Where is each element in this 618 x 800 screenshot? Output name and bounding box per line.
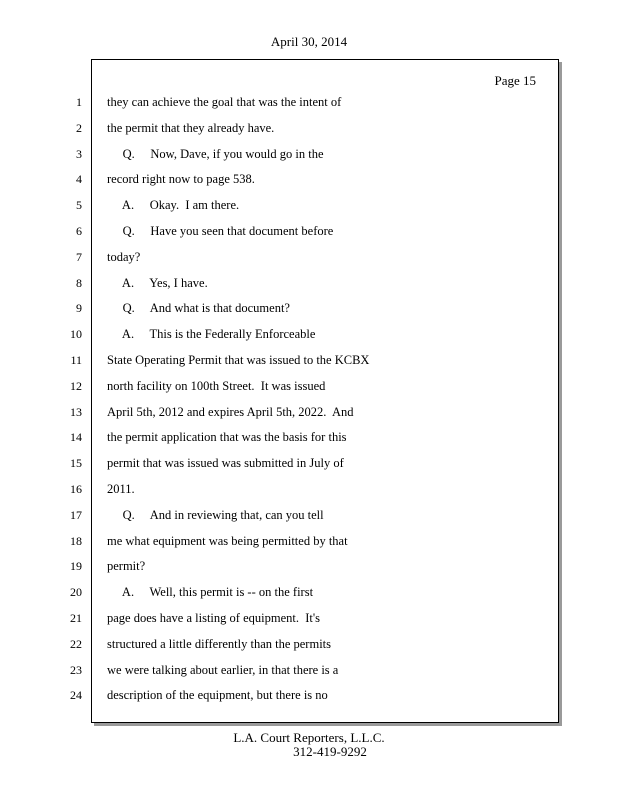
line-number: 24 xyxy=(70,688,82,703)
line-number: 20 xyxy=(70,585,82,600)
transcript-line: me what equipment was being permitted by that xyxy=(107,533,348,548)
transcript-line: permit that was issued was submitted in July of xyxy=(107,456,344,471)
footer-company: L.A. Court Reporters, L.L.C. xyxy=(233,730,385,745)
transcript-line: they can achieve the goal that was the intent of xyxy=(107,95,342,109)
transcript-line: A. Okay. I am there. xyxy=(107,198,240,213)
line-number: 3 xyxy=(76,146,82,161)
transcript-line: structured a little differently than the permits xyxy=(107,636,332,651)
transcript-line: April 5th, 2012 and expires April 5th, 2022. And xyxy=(107,404,354,419)
line-number: 14 xyxy=(70,430,82,445)
transcript-text xyxy=(107,92,547,711)
line-number: 12 xyxy=(70,378,82,393)
transcript-line: 2011. xyxy=(107,481,135,496)
transcript-line: Q. Now, Dave, if you would go in the xyxy=(107,146,324,161)
transcript-line: today? xyxy=(107,249,141,264)
transcript-line: Q. Have you seen that document before xyxy=(107,223,334,238)
line-number: 5 xyxy=(76,198,82,213)
line-number: 7 xyxy=(76,249,82,264)
transcript-line: the permit that they already have. xyxy=(107,120,275,135)
line-number: 19 xyxy=(70,559,82,574)
transcript-line: A. This is the Federally Enforceable xyxy=(107,327,316,342)
line-number: 10 xyxy=(70,327,82,342)
line-number: 21 xyxy=(70,610,82,625)
line-number: 18 xyxy=(70,533,82,548)
footer xyxy=(0,731,618,759)
transcript-line: A. Yes, I have. xyxy=(107,275,208,290)
transcript-line: Q. And in reviewing that, can you tell xyxy=(107,507,324,522)
transcript-line: we were talking about earlier, in that there is a xyxy=(107,662,339,677)
header-date: April 30, 2014 xyxy=(270,34,348,49)
line-number: 8 xyxy=(76,275,82,290)
page-number: Page 15 xyxy=(494,73,536,88)
line-number: 23 xyxy=(70,662,82,677)
line-number: 2 xyxy=(76,120,82,135)
line-number: 13 xyxy=(70,404,82,419)
line-number: 4 xyxy=(76,172,82,187)
transcript-line: permit? xyxy=(107,559,146,574)
line-number: 17 xyxy=(70,507,82,522)
transcript-line: State Operating Permit that was issued to the KCBX xyxy=(107,352,370,367)
footer-phone: 312-419-9292 xyxy=(293,744,367,759)
line-number: 6 xyxy=(76,223,82,238)
transcript-line: the permit application that was the basis for this xyxy=(107,430,347,445)
line-number: 22 xyxy=(70,636,82,651)
line-number: 15 xyxy=(70,456,82,471)
transcript-line: page does have a listing of equipment. It's xyxy=(107,610,320,625)
line-number-column xyxy=(0,92,82,711)
transcript-line: Q. And what is that document? xyxy=(107,301,290,316)
line-number: 11 xyxy=(70,352,82,367)
line-number: 16 xyxy=(70,481,82,496)
line-number: 9 xyxy=(76,301,82,316)
transcript-line: north facility on 100th Street. It was issued xyxy=(107,378,326,393)
transcript-line: A. Well, this permit is -- on the first xyxy=(107,585,314,600)
line-number: 1 xyxy=(76,95,82,109)
transcript-line: record right now to page 538. xyxy=(107,172,255,187)
transcript-line: description of the equipment, but there is no xyxy=(107,688,328,703)
